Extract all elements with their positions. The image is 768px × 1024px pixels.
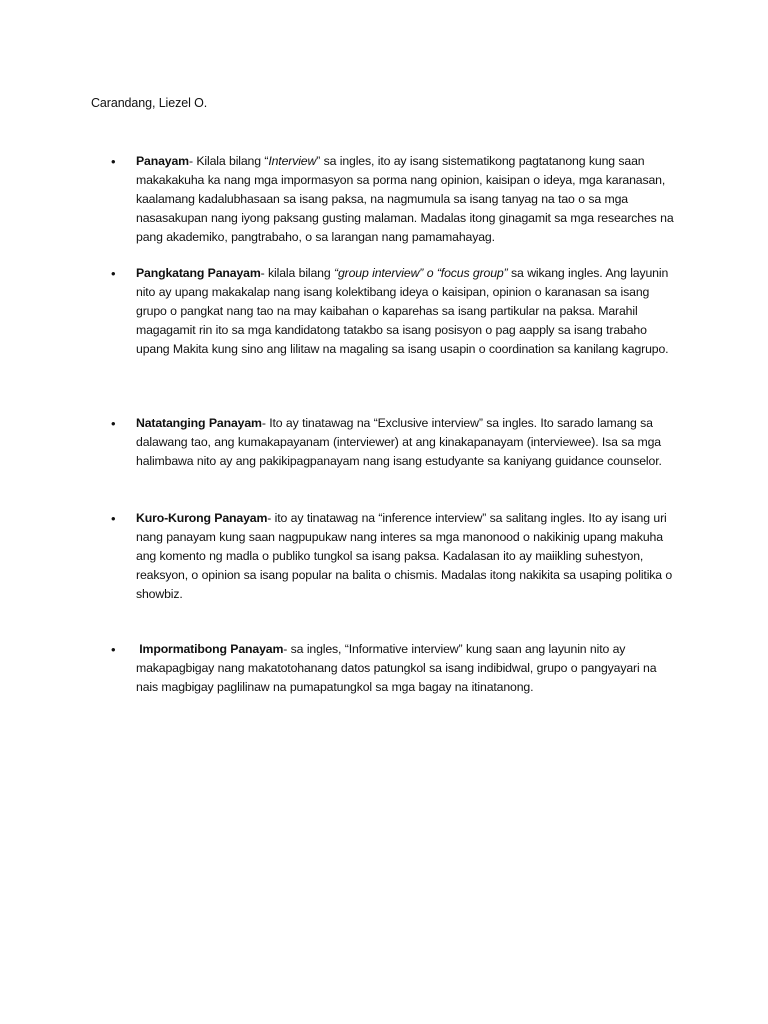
bullet-icon: • (111, 416, 116, 431)
bullet-icon: • (111, 266, 116, 281)
bullet-icon: • (111, 154, 116, 169)
definition-emphasis: “group interview” o “focus group” (334, 266, 508, 280)
bullet-icon: • (111, 511, 116, 526)
term-kuro-kurong-panayam: Kuro-Kurong Panayam (136, 511, 268, 525)
definition-pre: - kilala bilang (260, 266, 335, 280)
list-item-pangkatang-panayam (111, 264, 676, 359)
definition-text: - sa ingles, “Informative interview” kung saan ang layunin nito ay makapagbigay nang makatotohanang datos patungkol sa isang indibidwal, grupo o pangyayari na nais magbigay paglilinaw na pumapatungkol sa mga bagay na itinatanong. (136, 642, 657, 694)
term-natatanging-panayam: Natatanging Panayam (136, 416, 262, 430)
term-pangkatang-panayam: Pangkatang Panayam (136, 266, 261, 280)
definition-post: sa wikang ingles. Ang layunin nito ay upang makakalap nang isang kolektibang ideya o kaisipan, opinion o karanasan sa isang grupo o pangkat nang tao na may kaibahan o kaparehas sa isang partikular na paksa. Marahil magagamit rin ito sa mga kandidatong tatakbo sa isang posisyon o pag aapply sa isang trabaho upang Makita kung sino ang lilitaw na magaling sa isang usapin o coordination sa kanilang kagrupo. (136, 266, 669, 356)
bullet-icon: • (111, 642, 116, 657)
definition-text: - Ito ay tinatawag na “Exclusive interview” sa ingles. Ito sarado lamang sa dalawang tao, ang kumakapayanam (interviewer) at ang kinakapanayam (interviewee). Isa sa mga halimbawa nito ay ang pakikipagpanayam nang isang estudyante sa kaniyang guidance counselor. (136, 416, 662, 468)
definition-pre: - Kilala bilang “ (188, 154, 269, 168)
term-impormatibong-panayam: Impormatibong Panayam (139, 642, 284, 656)
term-panayam: Panayam (136, 154, 189, 168)
definition-post: ” sa ingles, ito ay isang sistematikong pagtatanong kung saan makakakuha ka nang mga impormasyon sa porma nang opinion, kaisipan o ideya, mga karanasan, kaalamang kadalubhasaan sa isang paksa, na nagmumula sa isang tanyag na tao o sa mga nasasakupan nang iyong paksang gusting malaman. Madalas itong ginagamit sa mga researches na pang akademiko, pangtrabaho, o sa larangan nang pamamahayag. (136, 154, 674, 244)
author-name: Carandang, Liezel O. (91, 96, 208, 110)
list-item-impormatibong-panayam (111, 640, 676, 697)
list-item-kuro-kurong-panayam (111, 509, 676, 604)
list-item-natatanging-panayam (111, 414, 676, 471)
definition-text: - ito ay tinatawag na “inference interview” sa salitang ingles. Ito ay isang uri nang panayam kung saan nagpupukaw nang interes sa mga manonood o nakikinig upang makuha ang komento ng madla o publiko tungkol sa isang paksa. Kadalasan ito ay maiikling suhestyon, reaksyon, o opinion sa isang popular na balita o chismis. Madalas itong nakikita sa usaping politika o showbiz. (136, 511, 673, 601)
definition-emphasis: Interview (268, 154, 317, 168)
list-item-panayam (111, 152, 676, 247)
